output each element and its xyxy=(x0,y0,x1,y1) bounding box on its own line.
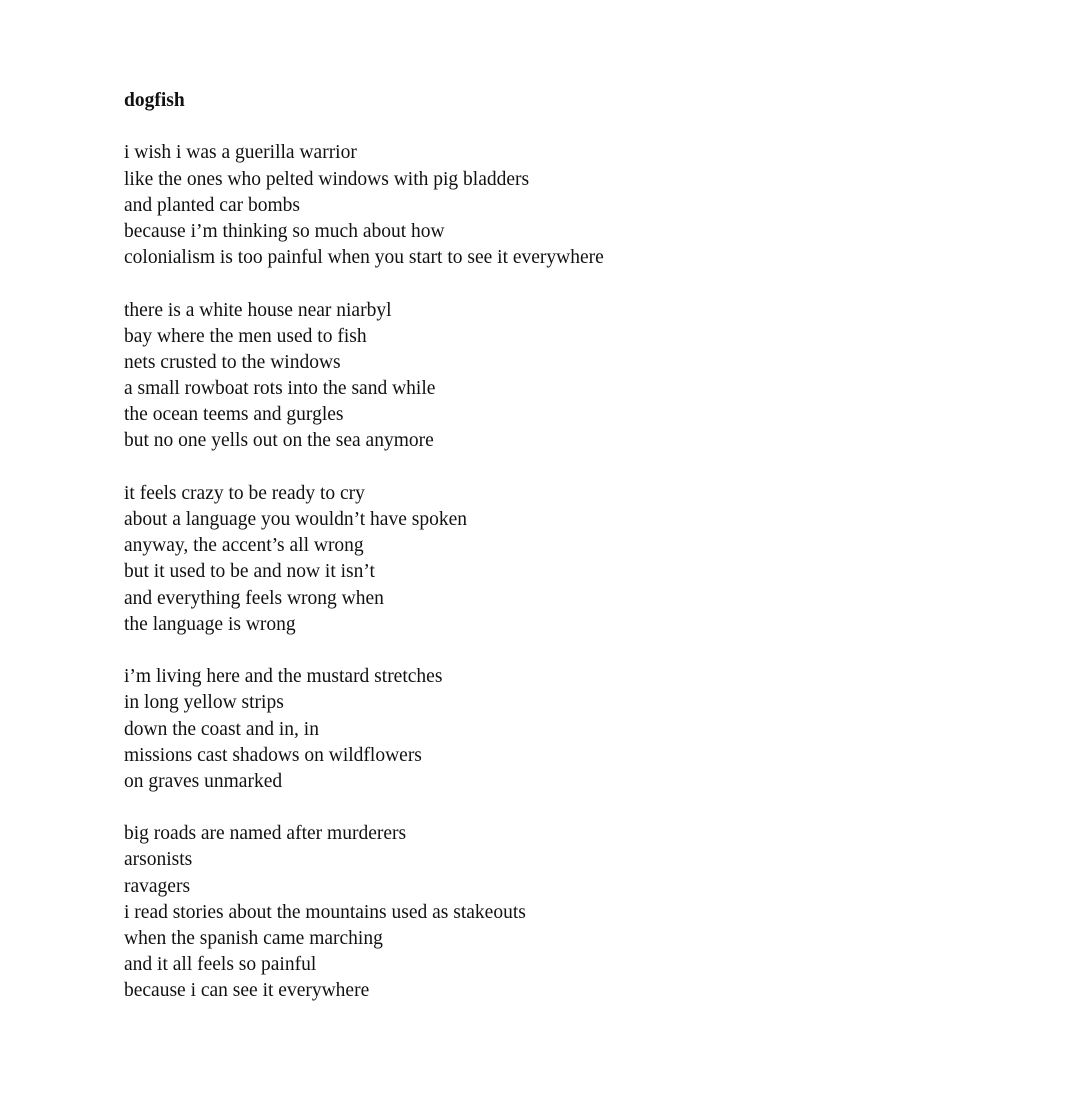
poem-line: and planted car bombs xyxy=(124,194,300,216)
poem-line: like the ones who pelted windows with pig bladders xyxy=(124,168,530,190)
poem-line: and everything feels wrong when xyxy=(124,587,384,609)
poem-line: down the coast and in, in xyxy=(124,718,319,740)
poem-line: but it used to be and now it isn’t xyxy=(124,561,375,583)
poem-line: the ocean teems and gurgles xyxy=(124,404,344,426)
poem-line: i’m living here and the mustard stretches xyxy=(124,666,443,688)
poem-line: because i’m thinking so much about how xyxy=(124,220,445,242)
poem-line: when the spanish came marching xyxy=(124,928,383,949)
stanza-3 xyxy=(124,481,1024,638)
stanza-2 xyxy=(124,298,1024,455)
poem-line: arsonists xyxy=(124,849,193,871)
poem-line: on graves unmarked xyxy=(124,770,283,792)
poem-line: but no one yells out on the sea anymore xyxy=(124,430,434,452)
poem-line: about a language you wouldn’t have spoken xyxy=(124,509,467,530)
poem-line: ravagers xyxy=(124,875,191,897)
poem-line: there is a white house near niarbyl xyxy=(124,299,392,321)
poem-line: i wish i was a guerilla warrior xyxy=(124,142,357,164)
poem-line: nets crusted to the windows xyxy=(124,351,341,373)
poem-line: and it all feels so painful xyxy=(124,954,317,976)
poem-page xyxy=(124,88,1024,1031)
poem-line: the language is wrong xyxy=(124,613,296,635)
poem-line: big roads are named after murderers xyxy=(124,823,407,845)
stanza-1 xyxy=(124,140,1024,271)
poem-line: a small rowboat rots into the sand while xyxy=(124,378,436,400)
poem-line: it feels crazy to be ready to cry xyxy=(124,482,365,504)
poem-line: anyway, the accent’s all wrong xyxy=(124,535,364,557)
stanza-5 xyxy=(124,821,1024,1004)
poem-line: missions cast shadows on wildflowers xyxy=(124,744,422,766)
poem-title: dogfish xyxy=(124,90,185,111)
poem-line: colonialism is too painful when you start to see it everywhere xyxy=(124,247,604,269)
poem-line: in long yellow strips xyxy=(124,692,284,714)
poem-line: bay where the men used to fish xyxy=(124,325,367,347)
stanza-4 xyxy=(124,664,1024,795)
poem-line: i read stories about the mountains used as stakeouts xyxy=(124,901,526,923)
poem-line: because i can see it everywhere xyxy=(124,980,370,1002)
